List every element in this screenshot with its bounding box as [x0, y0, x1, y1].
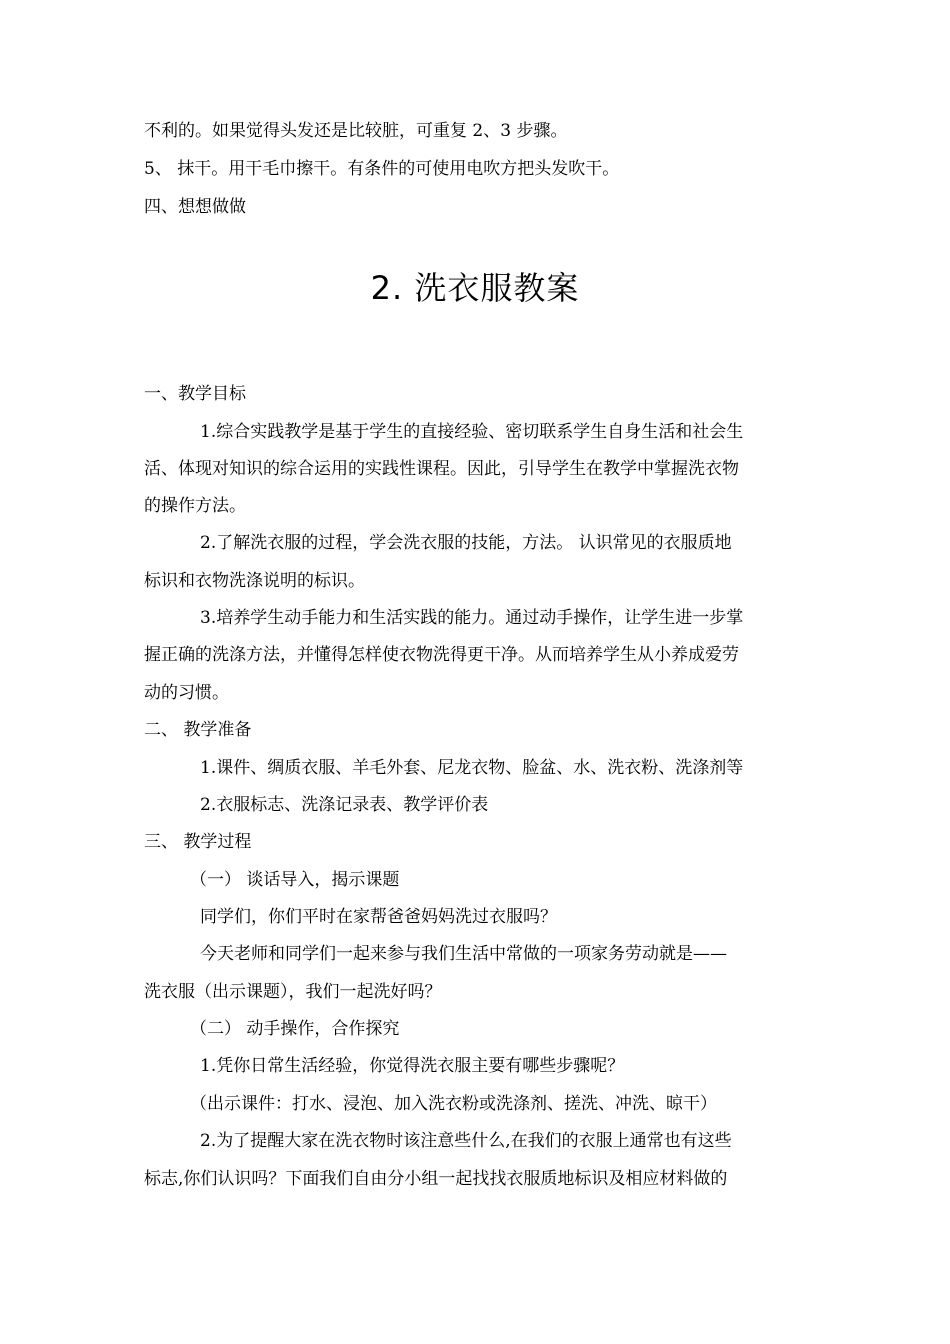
part-2-item-1: 1.凭你日常生活经验，你觉得洗衣服主要有哪些步骤呢？: [200, 1056, 625, 1076]
lesson-title: 2. 洗衣服教案: [370, 269, 580, 307]
part-1-paragraph-line-1: 今天老师和同学们一起来参与我们生活中常做的一项家务劳动就是——: [200, 944, 727, 964]
objective-3-line-3: 动的习惯。: [144, 683, 229, 703]
objective-1-line-1: 1.综合实践教学是基于学生的直接经验、密切联系学生自身生活和社会生: [200, 422, 744, 442]
think-heading: 四、想想做做: [144, 197, 246, 217]
section-2-heading: 二、 教学准备: [144, 720, 252, 740]
objective-2-line-2: 标识和衣物洗涤说明的标识。: [144, 571, 365, 591]
part-2-item-2-line-1: 2.为了提醒大家在洗衣物时该注意些什么,在我们的衣服上通常也有这些: [200, 1131, 732, 1151]
part-2-heading: （二） 动手操作，合作探究: [190, 1019, 400, 1039]
step-5-line: 5、 抹干。用干毛巾擦干。有条件的可使用电吹方把头发吹干。: [144, 159, 620, 179]
part-1-paragraph-line-2: 洗衣服（出示课题），我们一起洗好吗？: [144, 982, 442, 1002]
objective-3-line-2: 握正确的洗涤方法，并懂得怎样使衣物洗得更干净。从而培养学生从小养成爱劳: [144, 645, 739, 665]
body-text-line: 不利的。如果觉得头发还是比较脏，可重复 2、3 步骤。: [144, 121, 568, 141]
objective-1-line-2: 活、体现对知识的综合运用的实践性课程。因此，引导学生在教学中掌握洗衣物: [144, 459, 739, 479]
objective-3-line-1: 3.培养学生动手能力和生活实践的能力。通过动手操作，让学生进一步掌: [200, 608, 744, 628]
section-3-heading: 三、 教学过程: [144, 832, 252, 852]
objective-1-line-3: 的操作方法。: [144, 496, 246, 516]
part-1-heading: （一） 谈话导入，揭示课题: [190, 870, 400, 890]
objective-2-line-1: 2.了解洗衣服的过程，学会洗衣服的技能，方法。 认识常见的衣服质地: [200, 533, 732, 553]
part-2-item-2-line-2: 标志,你们认识吗？下面我们自由分小组一起找找衣服质地标识及相应材料做的: [144, 1169, 728, 1189]
preparation-2: 2.衣服标志、洗涤记录表、教学评价表: [200, 795, 489, 815]
section-1-heading: 一、教学目标: [144, 384, 246, 404]
preparation-1: 1.课件、绸质衣服、羊毛外套、尼龙衣物、脸盆、水、洗衣粉、洗涤剂等: [200, 758, 744, 778]
part-1-question: 同学们，你们平时在家帮爸爸妈妈洗过衣服吗？: [200, 907, 557, 927]
part-2-courseware-note: （出示课件：打水、浸泡、加入洗衣粉或洗涤剂、搓洗、冲洗、晾干）: [190, 1094, 717, 1114]
